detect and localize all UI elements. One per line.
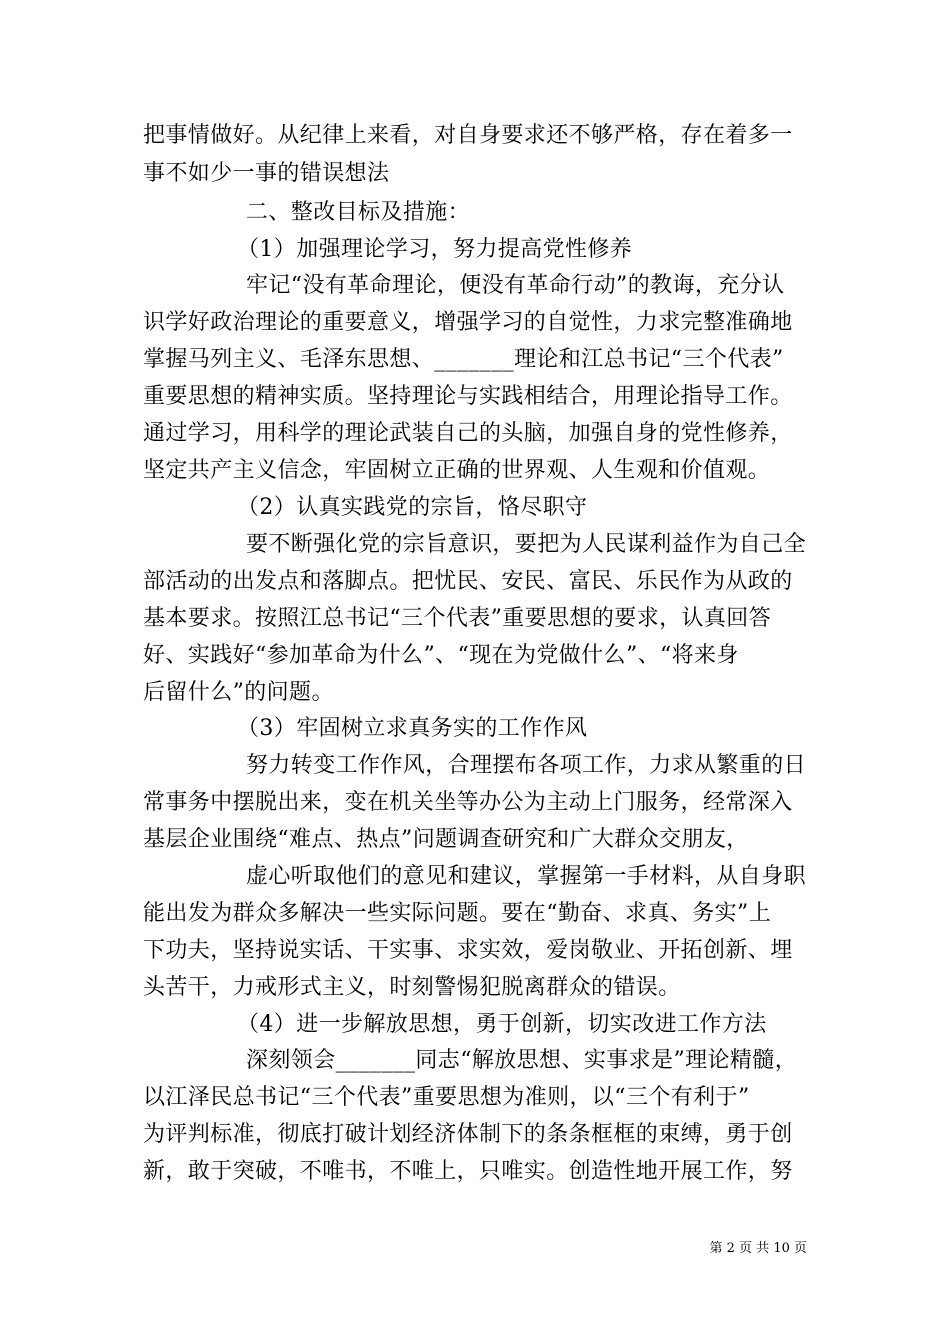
body-text-line: 把事情做好。从纪律上来看，对自身要求还不够严格，存在着多一 — [143, 123, 793, 148]
body-text-line: 新，敢于突破，不唯书，不唯上，只唯实。创造性地开展工作，努 — [143, 1159, 793, 1184]
subsection-heading: （4）进一步解放思想，勇于创新，切实改进工作方法 — [237, 1012, 767, 1037]
body-text-line: 基本要求。按照江总书记“三个代表”重要思想的要求，认真回答 — [143, 606, 772, 631]
body-text-line: 坚定共产主义信念，牢固树立正确的世界观、人生观和价值观。 — [143, 458, 771, 483]
body-text-line: 识学好政治理论的重要意义，增强学习的自觉性，力求完整准确地 — [143, 310, 793, 335]
body-text-line: 虚心听取他们的意见和建议，掌握第一手材料，从自身职 — [246, 864, 807, 889]
body-text-line: 要不断强化党的宗旨意识，要把为人民谋利益作为自己全 — [246, 532, 807, 557]
body-text-line: 以江泽民总书记“三个代表”重要思想为准则，以“三个有利于” — [143, 1085, 750, 1110]
body-text-line: 能出发为群众多解决一些实际问题。要在“勤奋、求真、务实”上 — [143, 901, 772, 926]
subsection-heading: （1）加强理论学习，努力提高党性修养 — [237, 237, 633, 262]
body-text-line: 基层企业围绕“难点、热点”问题调查研究和广大群众交朋友， — [143, 827, 749, 852]
body-text-line: 通过学习，用科学的理论武装自己的头脑，加强自身的党性修养， — [143, 421, 793, 446]
subsection-heading: （3）牢固树立求真务实的工作作风 — [237, 716, 588, 741]
body-text-line: 重要思想的精神实质。坚持理论与实践相结合，用理论指导工作。 — [143, 384, 793, 409]
body-text-line: 部活动的出发点和落脚点。把忧民、安民、富民、乐民作为从政的 — [143, 569, 793, 594]
body-text-line: 常事务中摆脱出来，变在机关坐等办公为主动上门服务，经常深入 — [143, 790, 793, 815]
page-number-footer: 第 2 页 共 10 页 — [709, 1241, 807, 1256]
body-text-line: 下功夫，坚持说实话、干实事、求实效，爱岗敬业、开拓创新、埋 — [143, 938, 793, 963]
body-text-line: 事不如少一事的错误想法 — [143, 161, 390, 186]
body-text-line: 掌握马列主义、毛泽东思想、_______理论和江总书记“三个代表” — [143, 347, 784, 372]
body-text-line: 深刻领会_______同志“解放思想、实事求是”理论精髓， — [246, 1048, 798, 1073]
section-heading: 二、整改目标及措施： — [246, 200, 471, 225]
body-text-line: 好、实践好“参加革命为什么”、“现在为党做什么”、“将来身 — [143, 643, 739, 668]
body-text-line: 牢记“没有革命理论，便没有革命行动”的教诲，充分认 — [246, 273, 785, 298]
body-text-line: 努力转变工作作风，合理摆布各项工作，力求从繁重的日 — [246, 753, 807, 778]
body-text-line: 为评判标准，彻底打破计划经济体制下的条条框框的束缚，勇于创 — [143, 1122, 793, 1147]
body-text-line: 头苦干，力戒形式主义，时刻警惕犯脱离群众的错误。 — [143, 975, 681, 1000]
body-text-line: 后留什么”的问题。 — [143, 680, 334, 705]
subsection-heading: （2）认真实践党的宗旨，恪尽职守 — [237, 495, 588, 520]
